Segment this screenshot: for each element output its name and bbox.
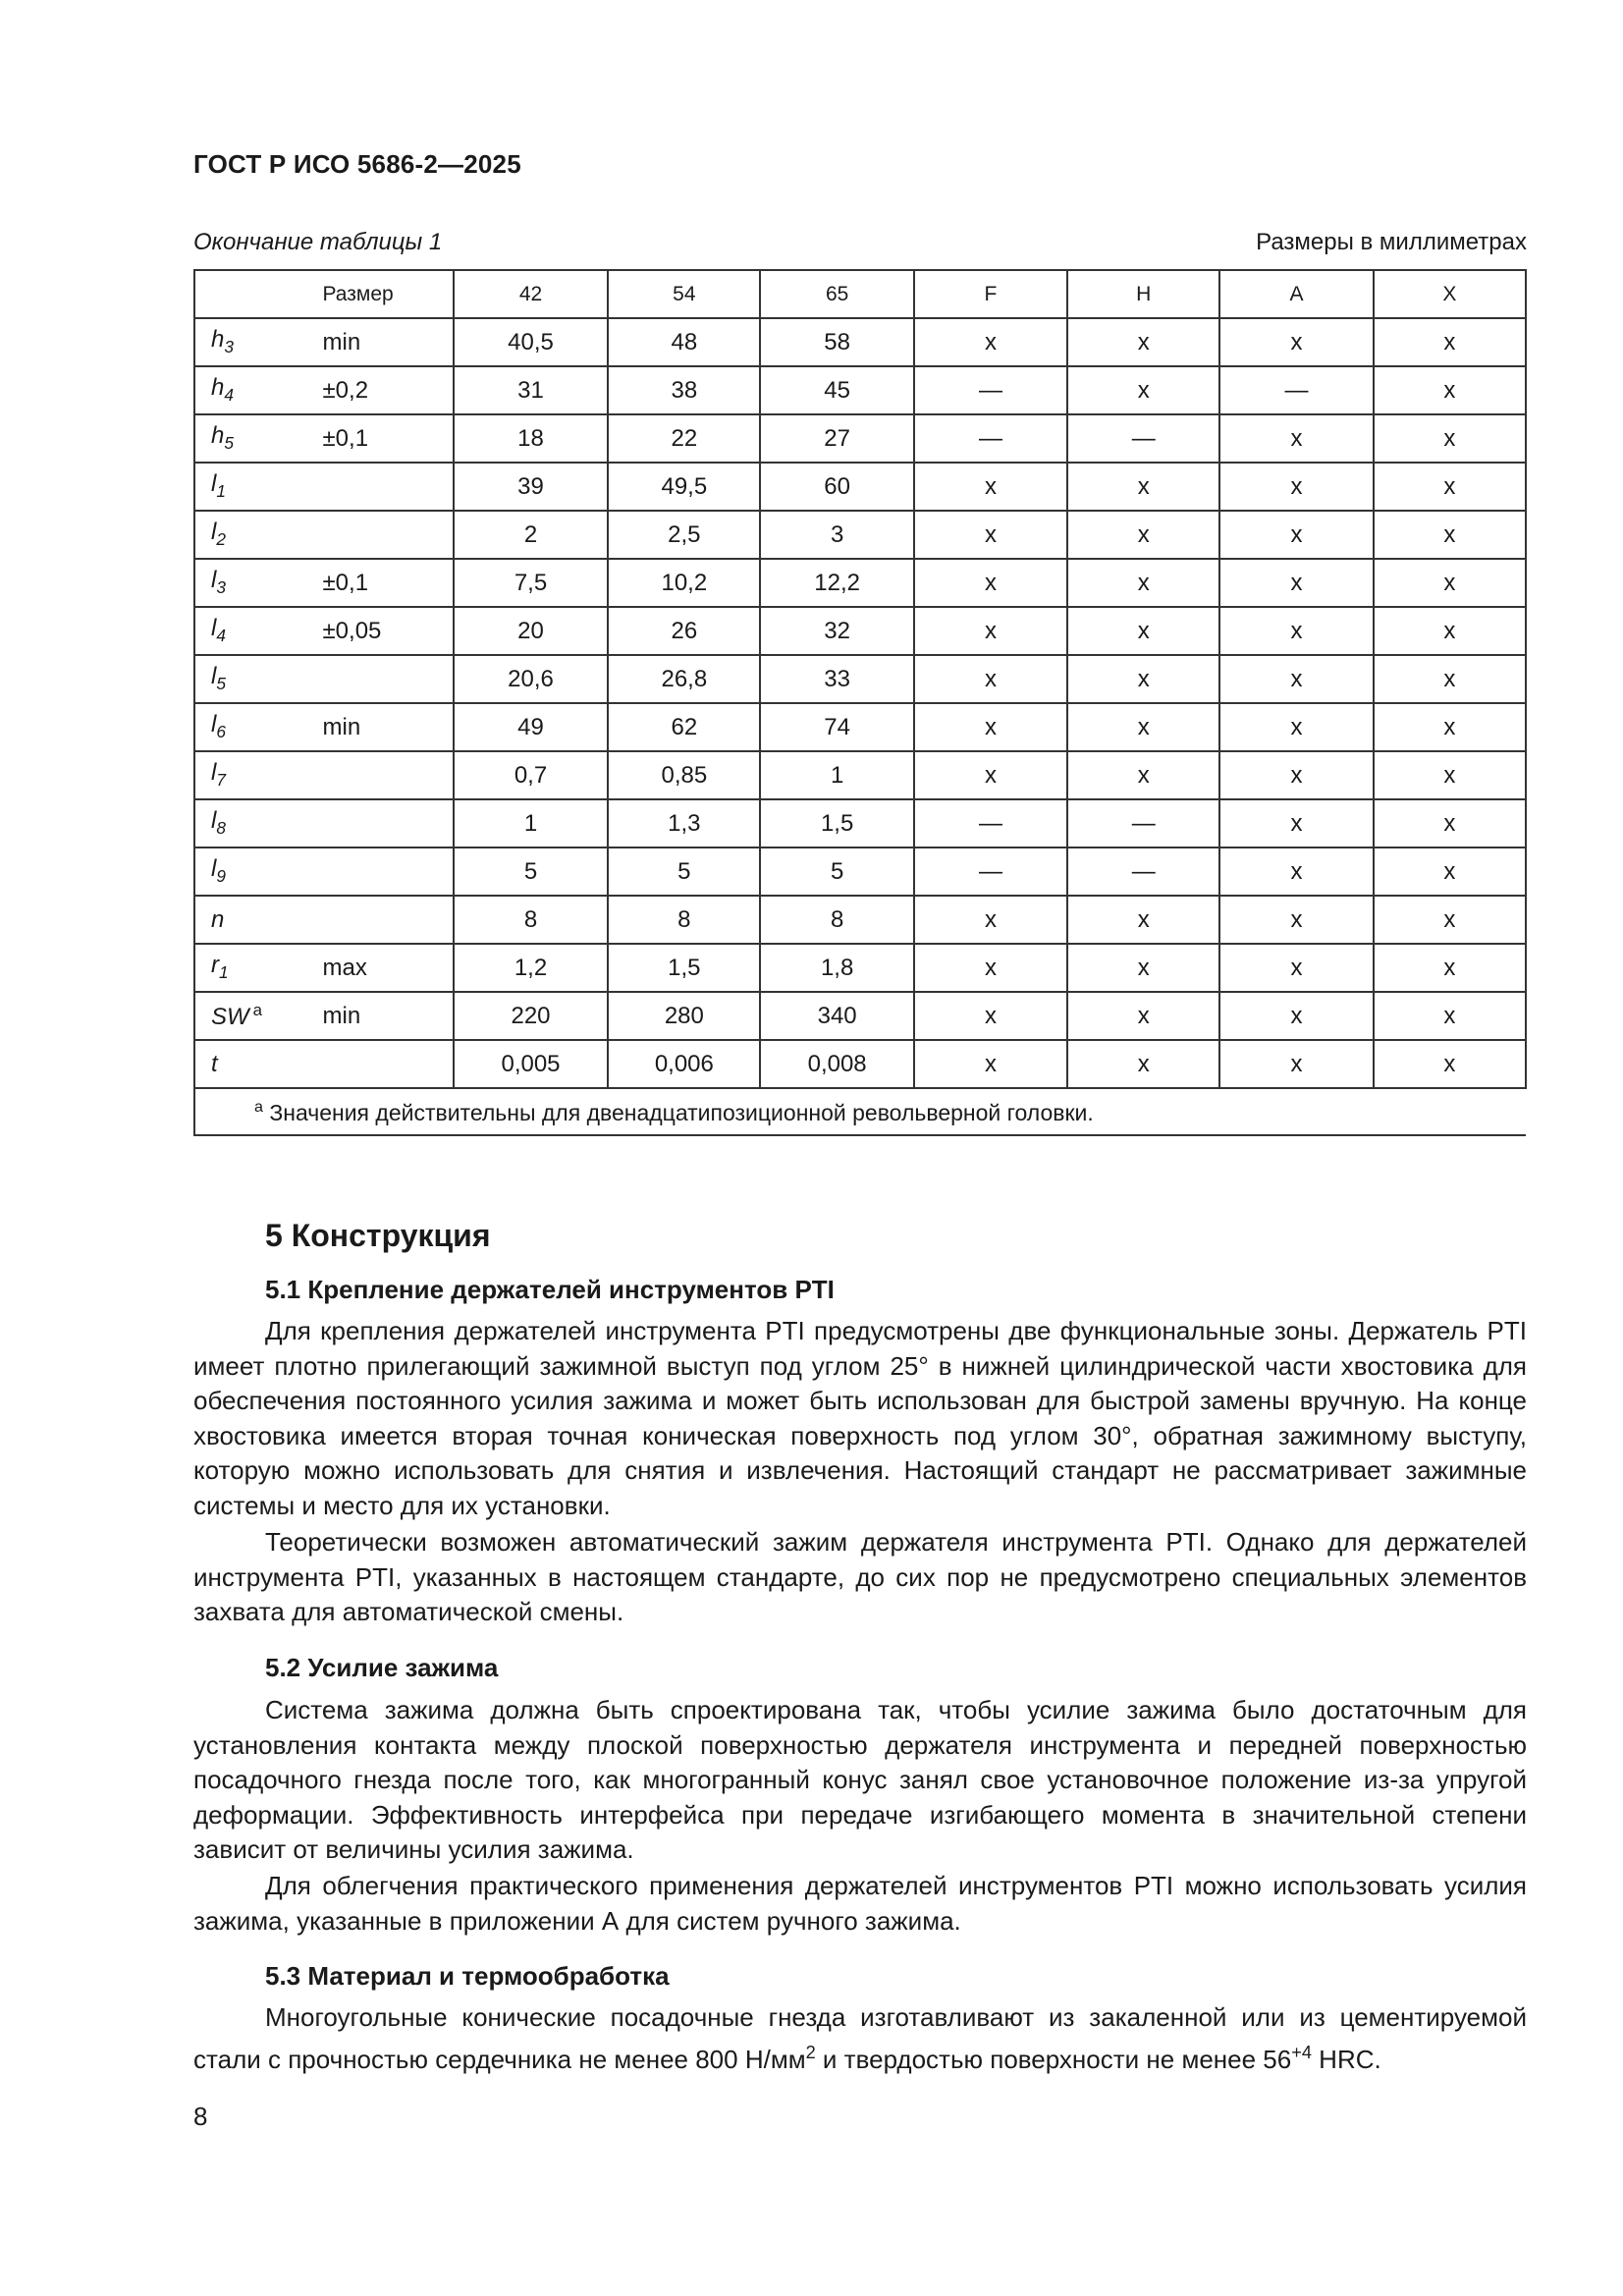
table-row bbox=[194, 992, 1526, 1040]
flag-h-cell: x bbox=[1067, 559, 1219, 607]
value-65-cell: 1,8 bbox=[760, 944, 913, 992]
header-cell-blank bbox=[194, 270, 313, 318]
flag-h-cell: x bbox=[1067, 366, 1219, 414]
footnote-text: Значения действительны для двенадцатипозиционной револьверной головки. bbox=[269, 1099, 1094, 1125]
flag-h-cell: x bbox=[1067, 896, 1219, 944]
flag-h-cell: x bbox=[1067, 463, 1219, 511]
symbol: l bbox=[211, 615, 217, 642]
flag-h-cell: x bbox=[1067, 992, 1219, 1040]
value-54-cell: 10,2 bbox=[608, 559, 760, 607]
table-row bbox=[194, 896, 1526, 944]
tolerance-cell bbox=[313, 847, 454, 896]
symbol: l bbox=[211, 470, 217, 498]
value-42-cell: 220 bbox=[454, 992, 608, 1040]
flag-a-cell: x bbox=[1219, 559, 1373, 607]
value-65-cell: 12,2 bbox=[760, 559, 913, 607]
table-units-note: Размеры в миллиметрах bbox=[1256, 229, 1527, 255]
tolerance-cell: min bbox=[313, 703, 454, 751]
value-42-cell: 0,005 bbox=[454, 1040, 608, 1088]
value-65-cell: 1,5 bbox=[760, 799, 913, 847]
flag-a-cell: x bbox=[1219, 318, 1373, 366]
value-42-cell: 40,5 bbox=[454, 318, 608, 366]
tolerance-cell bbox=[313, 799, 454, 847]
symbol: h bbox=[211, 374, 225, 402]
symbol-cell bbox=[194, 366, 313, 414]
value-54-cell: 2,5 bbox=[608, 511, 760, 559]
flag-h-cell: x bbox=[1067, 703, 1219, 751]
section-5-1-paragraph-2: Теоретически возможен автоматический зажим держателя инструмента PTI. Однако для держателей инструмента PTI, указанных в настоящем стандарте, до сих пор не предусмотрено специальных элементов захвата для автоматической смены. bbox=[193, 1527, 1527, 1627]
symbol: l bbox=[211, 807, 217, 835]
symbol: r bbox=[211, 952, 219, 979]
value-65-cell: 0,008 bbox=[760, 1040, 913, 1088]
symbol: l bbox=[211, 855, 217, 883]
table-caption: Окончание таблицы 1 bbox=[193, 229, 443, 255]
table-row bbox=[194, 559, 1526, 607]
hardness-tolerance: +4 bbox=[1291, 2042, 1312, 2062]
flag-f-cell: x bbox=[914, 896, 1067, 944]
value-42-cell: 8 bbox=[454, 896, 608, 944]
symbol-subscript: 6 bbox=[216, 722, 226, 742]
value-42-cell: 5 bbox=[454, 847, 608, 896]
flag-x-cell: x bbox=[1374, 703, 1526, 751]
value-54-cell: 62 bbox=[608, 703, 760, 751]
material-text-2: и твердостью поверхности не менее 56 bbox=[815, 2044, 1292, 2074]
section-5-2-paragraph-1: Система зажима должна быть спроектирована так, чтобы усилие зажима было достаточным для установления контакта между плоской поверхностью держателя инструмента и передней поверхностью посадочного гнезда после того, как многогранный конус занял свое установочное положение из-за упругой деформации. Эффективность интерфейса при передаче изгибающего момента в значительной степени зависит от величины усилия зажима. bbox=[193, 1695, 1527, 1865]
value-54-cell: 26,8 bbox=[608, 655, 760, 703]
flag-x-cell: x bbox=[1374, 463, 1526, 511]
table-row bbox=[194, 414, 1526, 463]
symbol-subscript: 3 bbox=[216, 577, 226, 598]
tolerance-cell: min bbox=[313, 318, 454, 366]
table-row bbox=[194, 655, 1526, 703]
flag-x-cell: x bbox=[1374, 847, 1526, 896]
symbol-cell bbox=[194, 414, 313, 463]
value-42-cell: 1,2 bbox=[454, 944, 608, 992]
value-54-cell: 280 bbox=[608, 992, 760, 1040]
flag-a-cell: x bbox=[1219, 896, 1373, 944]
symbol-cell bbox=[194, 703, 313, 751]
symbol-subscript: 5 bbox=[216, 674, 226, 694]
symbol-subscript: 7 bbox=[216, 770, 226, 791]
flag-h-cell: x bbox=[1067, 607, 1219, 655]
symbol-subscript: 4 bbox=[216, 626, 226, 646]
symbol-subscript: 4 bbox=[224, 385, 234, 406]
value-54-cell: 38 bbox=[608, 366, 760, 414]
table-body bbox=[194, 318, 1526, 1088]
symbol-cell bbox=[194, 847, 313, 896]
flag-x-cell: x bbox=[1374, 607, 1526, 655]
symbol-cell bbox=[194, 751, 313, 799]
footnote-ref: a bbox=[252, 1000, 263, 1019]
symbol: l bbox=[211, 519, 217, 546]
symbol-cell bbox=[194, 463, 313, 511]
flag-a-cell: x bbox=[1219, 511, 1373, 559]
symbol-subscript: 1 bbox=[216, 481, 226, 502]
flag-a-cell: x bbox=[1219, 751, 1373, 799]
table-footnote-row bbox=[194, 1088, 1526, 1135]
value-65-cell: 5 bbox=[760, 847, 913, 896]
tolerance-cell: min bbox=[313, 992, 454, 1040]
footnote-mark: a bbox=[254, 1097, 263, 1116]
flag-f-cell: x bbox=[914, 703, 1067, 751]
value-54-cell: 1,5 bbox=[608, 944, 760, 992]
table-row bbox=[194, 944, 1526, 992]
header-cell-h: H bbox=[1067, 270, 1219, 318]
flag-f-cell: — bbox=[914, 799, 1067, 847]
symbol-cell bbox=[194, 944, 313, 992]
value-54-cell: 22 bbox=[608, 414, 760, 463]
value-65-cell: 32 bbox=[760, 607, 913, 655]
symbol: n bbox=[211, 905, 225, 933]
value-42-cell: 0,7 bbox=[454, 751, 608, 799]
flag-f-cell: x bbox=[914, 1040, 1067, 1088]
header-cell-65: 65 bbox=[760, 270, 913, 318]
flag-f-cell: x bbox=[914, 559, 1067, 607]
flag-a-cell: — bbox=[1219, 366, 1373, 414]
value-65-cell: 1 bbox=[760, 751, 913, 799]
section-5-1-paragraph-1: Для крепления держателей инструмента PTI предусмотрены две функциональные зоны. Держатель PTI имеет плотно прилегающий зажимной выступ под углом 25° в нижней цилиндрической части хвостовика для обеспечения постоянного усилия зажима и может быть использован для быстрой замены вручную. На конце хвостовика имеется вторая точная коническая поверхность под углом 30°, обратная зажимному выступу, которую можно использовать для снятия и извлечения. Настоящий стандарт не рассматривает зажимные системы и место для их установки. bbox=[193, 1316, 1527, 1520]
flag-a-cell: x bbox=[1219, 414, 1373, 463]
table-row bbox=[194, 318, 1526, 366]
section-5-title: 5 Конструкция bbox=[265, 1218, 491, 1253]
flag-x-cell: x bbox=[1374, 1040, 1526, 1088]
symbol-subscript: 1 bbox=[219, 962, 229, 983]
header-cell-54: 54 bbox=[608, 270, 760, 318]
flag-a-cell: x bbox=[1219, 607, 1373, 655]
symbol: l bbox=[211, 567, 217, 594]
flag-x-cell: x bbox=[1374, 511, 1526, 559]
header-cell-f: F bbox=[914, 270, 1067, 318]
flag-x-cell: x bbox=[1374, 414, 1526, 463]
value-54-cell: 0,006 bbox=[608, 1040, 760, 1088]
value-65-cell: 58 bbox=[760, 318, 913, 366]
symbol: h bbox=[211, 326, 225, 354]
flag-f-cell: x bbox=[914, 751, 1067, 799]
value-42-cell: 49 bbox=[454, 703, 608, 751]
value-42-cell: 18 bbox=[454, 414, 608, 463]
symbol-cell bbox=[194, 318, 313, 366]
document-header: ГОСТ Р ИСО 5686-2—2025 bbox=[193, 149, 521, 179]
value-42-cell: 2 bbox=[454, 511, 608, 559]
flag-x-cell: x bbox=[1374, 318, 1526, 366]
symbol: t bbox=[211, 1050, 218, 1077]
value-54-cell: 8 bbox=[608, 896, 760, 944]
tolerance-cell bbox=[313, 751, 454, 799]
flag-a-cell: x bbox=[1219, 944, 1373, 992]
table-row bbox=[194, 799, 1526, 847]
symbol: l bbox=[211, 663, 217, 690]
section-5-3-paragraph-1 bbox=[193, 2000, 1527, 2077]
value-65-cell: 8 bbox=[760, 896, 913, 944]
flag-f-cell: — bbox=[914, 847, 1067, 896]
value-54-cell: 5 bbox=[608, 847, 760, 896]
section-5-2-title: 5.2 Усилие зажима bbox=[265, 1653, 499, 1682]
symbol-cell bbox=[194, 799, 313, 847]
flag-a-cell: x bbox=[1219, 799, 1373, 847]
value-65-cell: 33 bbox=[760, 655, 913, 703]
tolerance-cell: max bbox=[313, 944, 454, 992]
symbol-cell bbox=[194, 896, 313, 944]
flag-x-cell: x bbox=[1374, 799, 1526, 847]
dimensions-table bbox=[193, 269, 1527, 1136]
flag-a-cell: x bbox=[1219, 847, 1373, 896]
flag-a-cell: x bbox=[1219, 463, 1373, 511]
symbol: l bbox=[211, 711, 217, 738]
flag-a-cell: x bbox=[1219, 703, 1373, 751]
symbol: h bbox=[211, 422, 225, 450]
flag-f-cell: x bbox=[914, 655, 1067, 703]
symbol-subscript: 3 bbox=[224, 337, 234, 357]
flag-x-cell: x bbox=[1374, 366, 1526, 414]
header-cell-x: X bbox=[1374, 270, 1526, 318]
page-number: 8 bbox=[193, 2102, 208, 2131]
value-54-cell: 0,85 bbox=[608, 751, 760, 799]
symbol-subscript: 2 bbox=[216, 529, 226, 550]
tolerance-cell bbox=[313, 463, 454, 511]
flag-x-cell: x bbox=[1374, 751, 1526, 799]
table-header-row bbox=[194, 270, 1526, 318]
flag-f-cell: x bbox=[914, 318, 1067, 366]
header-cell-42: 42 bbox=[454, 270, 608, 318]
flag-f-cell: x bbox=[914, 607, 1067, 655]
table-row bbox=[194, 847, 1526, 896]
symbol-subscript: 5 bbox=[224, 433, 234, 454]
table-row bbox=[194, 751, 1526, 799]
table-row bbox=[194, 607, 1526, 655]
table-row bbox=[194, 511, 1526, 559]
value-42-cell: 20,6 bbox=[454, 655, 608, 703]
value-42-cell: 7,5 bbox=[454, 559, 608, 607]
value-54-cell: 48 bbox=[608, 318, 760, 366]
flag-a-cell: x bbox=[1219, 1040, 1373, 1088]
tolerance-cell bbox=[313, 511, 454, 559]
value-65-cell: 45 bbox=[760, 366, 913, 414]
section-5-2-paragraph-2: Для облегчения практического применения держателей инструментов PTI можно использовать усилия зажима, указанные в приложении А для систем ручного зажима. bbox=[193, 1871, 1527, 1936]
symbol: l bbox=[211, 759, 217, 787]
flag-h-cell: x bbox=[1067, 318, 1219, 366]
value-65-cell: 74 bbox=[760, 703, 913, 751]
flag-f-cell: x bbox=[914, 463, 1067, 511]
flag-a-cell: x bbox=[1219, 992, 1373, 1040]
value-42-cell: 1 bbox=[454, 799, 608, 847]
flag-h-cell: x bbox=[1067, 1040, 1219, 1088]
tolerance-cell bbox=[313, 1040, 454, 1088]
tolerance-cell: ±0,1 bbox=[313, 414, 454, 463]
table-row bbox=[194, 1040, 1526, 1088]
material-text-1: Многоугольные конические посадочные гнезда изготавливают из закаленной или из цементируемой стали с прочностью сердечника не менее 800 Н/мм bbox=[193, 2002, 1527, 2074]
value-42-cell: 20 bbox=[454, 607, 608, 655]
table-row bbox=[194, 463, 1526, 511]
flag-f-cell: x bbox=[914, 944, 1067, 992]
flag-h-cell: x bbox=[1067, 511, 1219, 559]
symbol-cell bbox=[194, 511, 313, 559]
tolerance-cell: ±0,1 bbox=[313, 559, 454, 607]
flag-a-cell: x bbox=[1219, 655, 1373, 703]
flag-h-cell: x bbox=[1067, 751, 1219, 799]
flag-h-cell: x bbox=[1067, 655, 1219, 703]
flag-h-cell: — bbox=[1067, 799, 1219, 847]
value-65-cell: 3 bbox=[760, 511, 913, 559]
value-65-cell: 60 bbox=[760, 463, 913, 511]
symbol-cell bbox=[194, 607, 313, 655]
tolerance-cell bbox=[313, 896, 454, 944]
tolerance-cell: ±0,05 bbox=[313, 607, 454, 655]
flag-f-cell: — bbox=[914, 366, 1067, 414]
table-row bbox=[194, 703, 1526, 751]
flag-x-cell: x bbox=[1374, 655, 1526, 703]
symbol-cell bbox=[194, 1040, 313, 1088]
table-row bbox=[194, 366, 1526, 414]
section-5-1-title: 5.1 Крепление держателей инструментов PTI bbox=[265, 1275, 835, 1304]
value-54-cell: 1,3 bbox=[608, 799, 760, 847]
tolerance-cell: ±0,2 bbox=[313, 366, 454, 414]
flag-h-cell: x bbox=[1067, 944, 1219, 992]
symbol-cell bbox=[194, 559, 313, 607]
unit-exponent: 2 bbox=[805, 2042, 816, 2062]
header-cell-size: Размер bbox=[313, 270, 454, 318]
value-54-cell: 26 bbox=[608, 607, 760, 655]
symbol: SW bbox=[211, 1004, 249, 1031]
flag-x-cell: x bbox=[1374, 992, 1526, 1040]
flag-x-cell: x bbox=[1374, 944, 1526, 992]
section-5-3-title: 5.3 Материал и термообработка bbox=[265, 1961, 670, 1991]
tolerance-cell bbox=[313, 655, 454, 703]
table-footnote bbox=[194, 1088, 1526, 1135]
value-65-cell: 340 bbox=[760, 992, 913, 1040]
value-42-cell: 39 bbox=[454, 463, 608, 511]
flag-h-cell: — bbox=[1067, 847, 1219, 896]
symbol-subscript: 8 bbox=[216, 818, 226, 839]
flag-x-cell: x bbox=[1374, 896, 1526, 944]
flag-f-cell: x bbox=[914, 992, 1067, 1040]
symbol-cell bbox=[194, 655, 313, 703]
value-42-cell: 31 bbox=[454, 366, 608, 414]
symbol-cell bbox=[194, 992, 313, 1040]
material-text-3: HRC. bbox=[1311, 2044, 1381, 2074]
flag-f-cell: x bbox=[914, 511, 1067, 559]
flag-f-cell: — bbox=[914, 414, 1067, 463]
flag-x-cell: x bbox=[1374, 559, 1526, 607]
value-54-cell: 49,5 bbox=[608, 463, 760, 511]
flag-h-cell: — bbox=[1067, 414, 1219, 463]
symbol-subscript: 9 bbox=[216, 866, 226, 887]
header-cell-a: A bbox=[1219, 270, 1373, 318]
value-65-cell: 27 bbox=[760, 414, 913, 463]
